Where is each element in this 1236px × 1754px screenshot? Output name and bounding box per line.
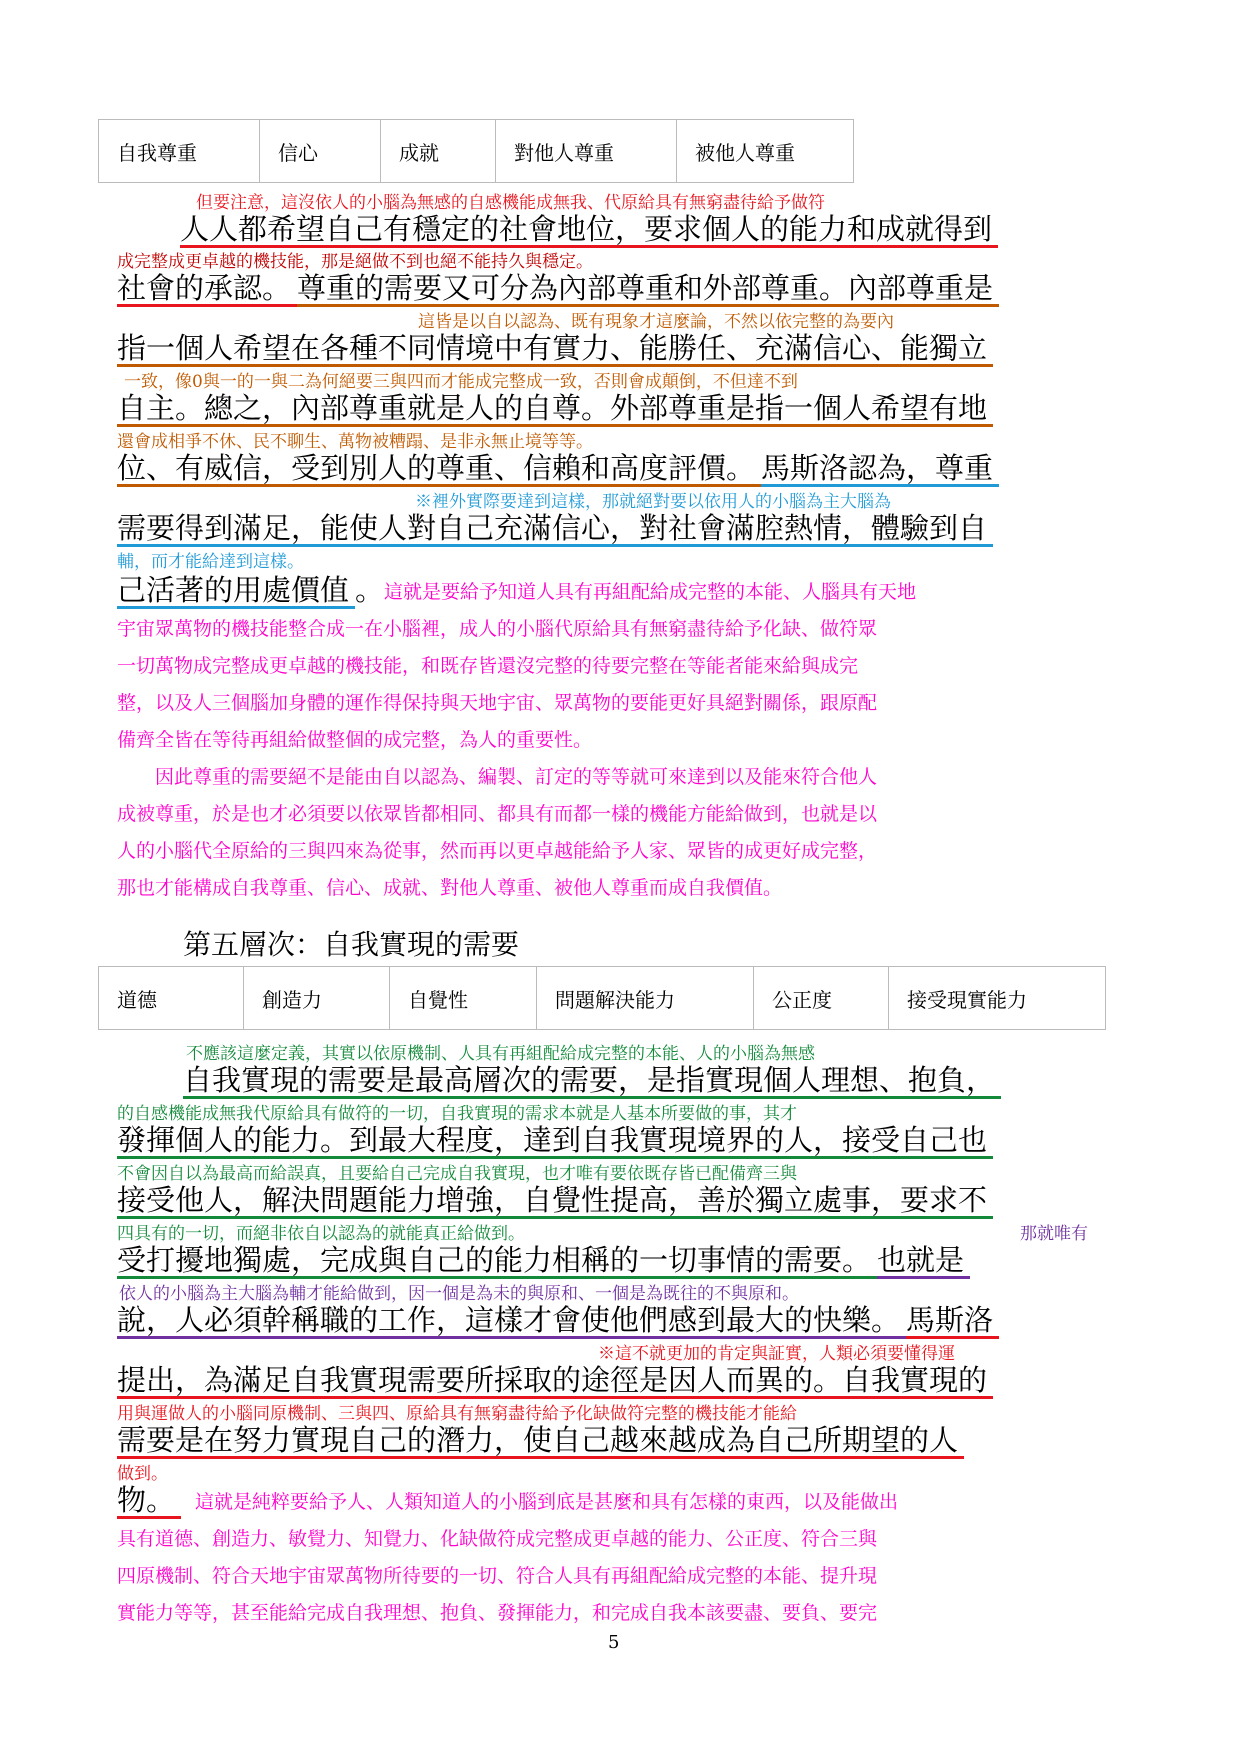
inline-commentary: 這就是要給予知道人具有再組配給成完整的本能、人腦具有天地 bbox=[384, 581, 917, 603]
section-heading: 第五層次：自我實現的需要 bbox=[183, 928, 520, 961]
annotation-line: 四具有的一切，而絕非依自以認為的就能真正給做到。 bbox=[117, 1224, 525, 1244]
main-text-line bbox=[117, 571, 916, 611]
main-text-line bbox=[117, 1181, 993, 1219]
annotation-line: 還會成相爭不休、民不聊生、萬物被糟蹋、是非永無止境等等。 bbox=[117, 432, 593, 452]
main-text-segment: 也就是 bbox=[877, 1244, 970, 1279]
main-text-line bbox=[117, 1421, 964, 1459]
annotation-line: 那就唯有 bbox=[1020, 1224, 1088, 1244]
annotation-line: ※裡外實際要達到這樣，那就絕對要以依用人的小腦為主大腦為 bbox=[415, 492, 891, 512]
annotation-line: 一致，像0與一的一與二為何絕要三與四而才能成完整成一致，否則會成顛倒，不但達不到 bbox=[124, 372, 798, 392]
table-cell: 問題解決能力 bbox=[537, 967, 754, 1030]
main-text-segment: 人人都希望自己有穩定的社會地位，要求個人的能力和成就得到 bbox=[180, 213, 998, 248]
annotation-line: 但要注意，這沒依人的小腦為無感的自感機能成無我、代原給具有無窮盡待給予做符 bbox=[196, 193, 825, 213]
main-text-line bbox=[117, 1121, 993, 1159]
main-text-segment: 發揮個人的能力。到最大程度，達到自我實現境界的人，接受自己也 bbox=[117, 1124, 993, 1159]
paragraph-line: 一切萬物成完整成更卓越的機技能，和既存皆還沒完整的待要完整在等能者能來給與成完 bbox=[117, 655, 859, 677]
commentary-paragraph bbox=[117, 759, 1117, 907]
main-text-line bbox=[180, 210, 998, 248]
main-text-segment: 需要是在努力實現自己的潛力，使自己越來越成為自己所期望的人 bbox=[117, 1424, 964, 1459]
paragraph-line: 宇宙眾萬物的機技能整合成一在小腦裡，成人的小腦代原給具有無窮盡待給予化缺、做符眾 bbox=[117, 618, 878, 640]
table-cell: 公正度 bbox=[754, 967, 889, 1030]
paragraph-line: 人的小腦代全原給的三與四來為從事，然而再以更卓越能給予人家、眾皆的成更好成完整， bbox=[117, 840, 878, 862]
annotation-line: 依人的小腦為主大腦為輔才能給做到，因一個是為未的與原和、一個是為既往的不與原和。 bbox=[119, 1284, 799, 1304]
main-text-line bbox=[117, 1241, 970, 1279]
main-text-segment: 自主。總之，內部尊重就是人的自尊。外部尊重是指一個人希望有地 bbox=[117, 392, 993, 427]
main-text-line bbox=[117, 1481, 898, 1521]
main-text-segment: 社會的承認。 bbox=[117, 272, 297, 307]
main-text-line bbox=[117, 329, 993, 367]
main-text-line bbox=[183, 1061, 1001, 1099]
paragraph-line: 備齊全皆在等待再組給做整個的成完整，為人的重要性。 bbox=[117, 729, 593, 751]
table-esteem-needs bbox=[98, 119, 854, 183]
main-text-segment: 自我實現的需要是最高層次的需要，是指實現個人理想、抱負， bbox=[183, 1064, 1001, 1099]
annotation-line: 用與運做人的小腦同原機制、三與四、原給具有無窮盡待給予化缺做符完整的機技能才能給 bbox=[117, 1404, 797, 1424]
main-text-segment: 物。 bbox=[117, 1484, 181, 1519]
paragraph-line: 具有道德、創造力、敏覺力、知覺力、化缺做符成完整成更卓越的能力、公正度、符合三與 bbox=[117, 1528, 878, 1550]
annotation-line: 輔，而才能給達到這樣。 bbox=[117, 552, 304, 572]
annotation-line: 不應該這麼定義，其實以依原機制、人具有再組配給成完整的本能、人的小腦為無感 bbox=[186, 1044, 815, 1064]
annotation-line: 成完整成更卓越的機技能，那是絕做不到也絕不能持久與穩定。 bbox=[117, 252, 593, 272]
table-self-actualization bbox=[98, 966, 1106, 1030]
annotation-line: 不會因自以為最高而給誤真，且要給自己完成自我實現，也才唯有要依既存皆已配備齊三與 bbox=[117, 1164, 797, 1184]
main-text-segment: 馬斯洛認為，尊重 bbox=[761, 452, 999, 487]
main-text-segment: 受打擾地獨處，完成與自己的能力相稱的一切事情的需要。 bbox=[117, 1244, 877, 1279]
paragraph-line: 整，以及人三個腦加身體的運作得保持與天地宇宙、眾萬物的要能更好具絕對關係，跟原配 bbox=[117, 692, 878, 714]
annotation-line: ※這不就更加的肯定與証實，人類必須要懂得運 bbox=[598, 1344, 955, 1364]
main-text-segment: 。 bbox=[355, 573, 385, 607]
paragraph-line: 成被尊重，於是也才必須要以依眾皆都相同、都具有而都一樣的機能方能給做到，也就是以 bbox=[117, 803, 878, 825]
main-text-segment: 尊重的需要又可分為內部尊重和外部尊重。內部尊重是 bbox=[297, 272, 999, 307]
main-text-segment: 位、有威信，受到別人的尊重、信賴和高度評價。 bbox=[117, 452, 761, 487]
table-cell: 接受現實能力 bbox=[889, 967, 1106, 1030]
table-cell: 自我尊重 bbox=[99, 120, 260, 183]
table-cell: 自覺性 bbox=[390, 967, 537, 1030]
main-text-segment: 己活著的用處價值 bbox=[117, 574, 355, 609]
table-cell: 道德 bbox=[99, 967, 244, 1030]
main-text-line bbox=[117, 389, 993, 427]
main-text-segment: 接受他人，解決問題能力增強，自覺性提高，善於獨立處事，要求不 bbox=[117, 1184, 993, 1219]
table-cell: 信心 bbox=[260, 120, 381, 183]
main-text-line bbox=[117, 1361, 993, 1399]
annotation-line: 做到。 bbox=[117, 1464, 168, 1484]
inline-commentary: 這就是純粹要給予人、人類知道人的小腦到底是甚麼和具有怎樣的東西，以及能做出 bbox=[195, 1491, 899, 1513]
annotation-segment: 的自感機能成無我代原給具有做符的一切，自我實現的需求本就是人基本所要做的事，其才 bbox=[117, 1104, 797, 1124]
commentary-paragraph bbox=[117, 1521, 1117, 1632]
main-text-segment: 提出，為滿足自我實現需要所採取的途徑是因人而異的。自我實現的 bbox=[117, 1364, 993, 1399]
paragraph-line: 實能力等等，甚至能給完成自我理想、抱負、發揮能力，和完成自我本該要盡、要負、要完 bbox=[117, 1602, 878, 1624]
paragraph-line: 四原機制、符合天地宇宙眾萬物所待要的一切、符合人具有再組配給成完整的本能、提升現 bbox=[117, 1565, 878, 1587]
main-text-line bbox=[117, 449, 999, 487]
main-text-segment: 說，人必須幹稱職的工作，這樣才會使他們感到最大的快樂。 bbox=[117, 1304, 906, 1339]
table-cell: 被他人尊重 bbox=[677, 120, 854, 183]
annotation-line: 這皆是以自以認為、既有現象才這麼論，不然以依完整的為要內 bbox=[418, 312, 894, 332]
main-text-segment: 馬斯洛 bbox=[906, 1304, 999, 1339]
main-text-segment: 需要得到滿足，能使人對自己充滿信心，對社會滿腔熱情，體驗到自 bbox=[117, 512, 993, 547]
paragraph-line: 因此尊重的需要絕不是能由自以認為、編製、訂定的等等就可來達到以及能來符合他人 bbox=[155, 766, 878, 788]
paragraph-line: 那也才能構成自我尊重、信心、成就、對他人尊重、被他人尊重而成自我價值。 bbox=[117, 877, 783, 899]
page-number: 5 bbox=[608, 1632, 620, 1653]
table-cell: 對他人尊重 bbox=[496, 120, 677, 183]
main-text-segment: 指一個人希望在各種不同情境中有實力、能勝任、充滿信心、能獨立 bbox=[117, 332, 993, 367]
main-text-line bbox=[117, 269, 999, 307]
main-text-line bbox=[117, 1301, 999, 1339]
main-text-line bbox=[117, 509, 993, 547]
table-cell: 創造力 bbox=[244, 967, 390, 1030]
table-cell: 成就 bbox=[381, 120, 496, 183]
commentary-paragraph bbox=[117, 611, 1117, 759]
